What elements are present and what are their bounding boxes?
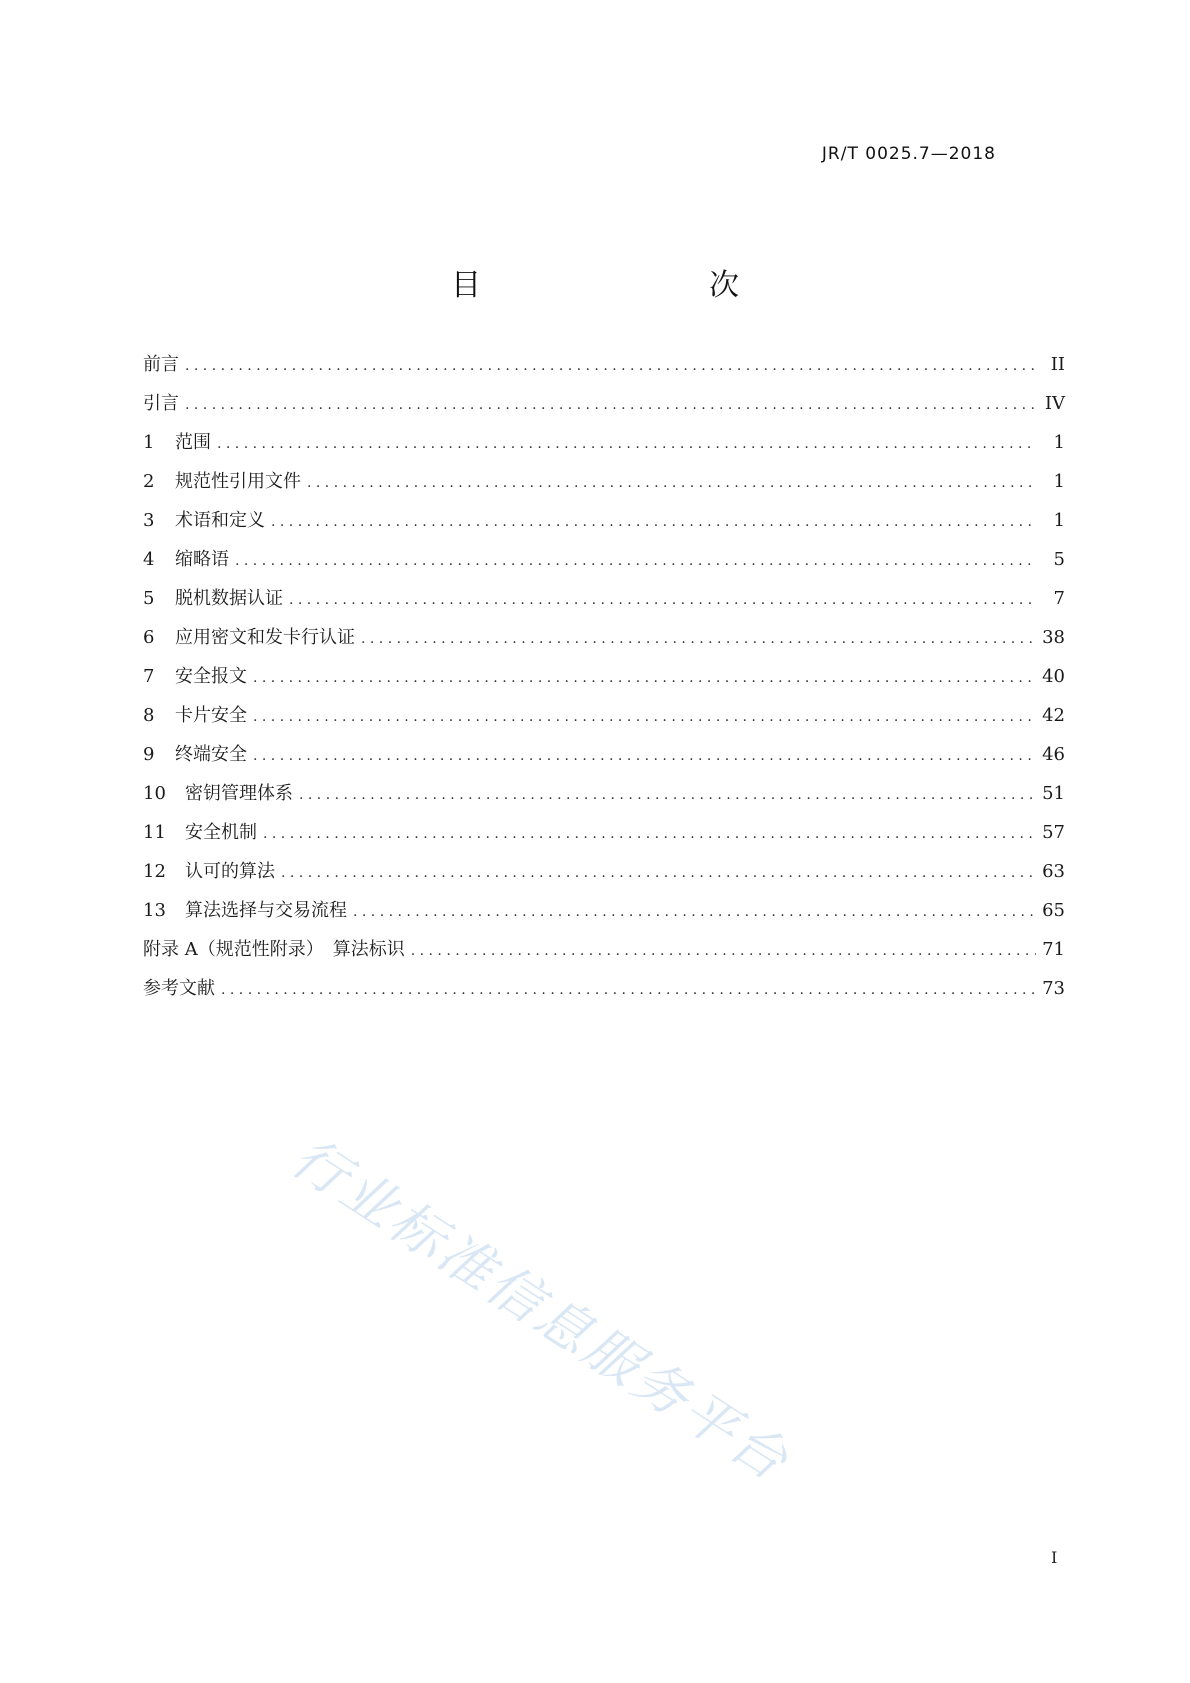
toc-entry-page: 57 xyxy=(1042,822,1065,843)
toc-entry-title: 规范性引用文件 xyxy=(175,471,301,492)
toc-entry[interactable] xyxy=(143,509,1065,548)
toc-entry-label xyxy=(143,704,247,728)
toc-entry[interactable] xyxy=(143,431,1065,470)
toc-entry-page: 40 xyxy=(1042,666,1065,687)
toc-entry[interactable] xyxy=(143,665,1065,704)
toc-entry-title: 安全机制 xyxy=(185,822,257,843)
toc-entry-number: 8 xyxy=(143,705,155,726)
toc-entry-label xyxy=(143,392,179,416)
toc-entry[interactable] xyxy=(143,743,1065,782)
toc-leader-dots xyxy=(353,899,1036,924)
toc-leader-dots xyxy=(253,704,1036,729)
toc-entry-title: 密钥管理体系 xyxy=(185,783,293,804)
toc-entry-label xyxy=(143,470,301,494)
toc-entry-title: 缩略语 xyxy=(175,549,229,570)
toc-leader-dots xyxy=(411,938,1036,963)
toc-entry-label xyxy=(143,587,283,611)
toc-leader-dots xyxy=(281,860,1036,885)
toc-entry-title: 范围 xyxy=(175,432,211,453)
watermark: 行业标准信息服务平台 xyxy=(280,1125,802,1495)
toc-entry-title: 术语和定义 xyxy=(175,510,265,531)
toc-entry-page: 42 xyxy=(1042,705,1065,726)
toc-entry-page: 7 xyxy=(1053,588,1065,609)
toc-entry-page: 73 xyxy=(1042,978,1065,999)
document-code: JR/T 0025.7—2018 xyxy=(821,144,996,164)
toc-entry-number: 13 xyxy=(143,900,166,921)
toc-entry-page: 1 xyxy=(1053,471,1065,492)
toc-leader-dots xyxy=(185,353,1037,378)
toc-entry-label xyxy=(143,782,293,806)
toc-leader-dots xyxy=(217,431,1037,456)
toc-entry[interactable] xyxy=(143,392,1065,431)
toc-entry-number: 3 xyxy=(143,510,155,531)
toc-leader-dots xyxy=(299,782,1036,807)
toc-entry-label xyxy=(143,353,179,377)
toc-entry-number: 7 xyxy=(143,666,155,687)
toc-entry-page: 71 xyxy=(1042,939,1065,960)
toc-entry-title: 参考文献 xyxy=(143,978,215,999)
toc-entry-page: 1 xyxy=(1053,432,1065,453)
toc-entry[interactable] xyxy=(143,548,1065,587)
toc-entry-title: 前言 xyxy=(143,354,179,375)
toc-entry-title: 应用密文和发卡行认证 xyxy=(175,627,355,648)
toc-entry-label xyxy=(143,860,275,884)
toc-entry-label xyxy=(143,977,215,1001)
toc-entry[interactable] xyxy=(143,899,1065,938)
toc-entry-title: 认可的算法 xyxy=(185,861,275,882)
toc-entry[interactable] xyxy=(143,782,1065,821)
toc-leader-dots xyxy=(263,821,1036,846)
toc-leader-dots xyxy=(253,743,1036,768)
toc-entry-page: 1 xyxy=(1053,510,1065,531)
toc-leader-dots xyxy=(271,509,1037,534)
toc-entry[interactable] xyxy=(143,821,1065,860)
toc-entry-title: 安全报文 xyxy=(175,666,247,687)
toc-entry-title: 卡片安全 xyxy=(175,705,247,726)
toc-entry-number: 11 xyxy=(143,822,166,843)
toc-entry-number: 12 xyxy=(143,861,166,882)
toc-entry-page: 63 xyxy=(1042,861,1065,882)
toc-entry-label xyxy=(143,509,265,533)
toc-entry-label xyxy=(143,743,247,767)
toc-leader-dots xyxy=(235,548,1037,573)
page-title: 目 次 xyxy=(451,268,795,303)
toc-leader-dots xyxy=(185,392,1037,417)
toc-entry[interactable] xyxy=(143,353,1065,392)
toc-entry-page: 38 xyxy=(1042,627,1065,648)
toc-entry[interactable] xyxy=(143,938,1065,977)
toc-entry-number: 6 xyxy=(143,627,155,648)
toc-entry-label xyxy=(143,899,347,923)
toc-entry-page: 51 xyxy=(1042,783,1065,804)
toc-entry-title: 脱机数据认证 xyxy=(175,588,283,609)
toc-entry-label xyxy=(143,626,355,650)
toc-leader-dots xyxy=(307,470,1037,495)
table-of-contents xyxy=(143,353,1065,1016)
toc-leader-dots xyxy=(289,587,1037,612)
toc-entry-label xyxy=(143,431,211,455)
page-number: I xyxy=(1051,1548,1058,1567)
toc-entry[interactable] xyxy=(143,977,1065,1016)
toc-entry[interactable] xyxy=(143,587,1065,626)
toc-leader-dots xyxy=(221,977,1036,1002)
toc-entry-page: 65 xyxy=(1042,900,1065,921)
toc-entry-page: 46 xyxy=(1042,744,1065,765)
toc-leader-dots xyxy=(253,665,1036,690)
toc-entry-label xyxy=(143,821,257,845)
toc-entry-label xyxy=(143,665,247,689)
toc-entry-page: II xyxy=(1050,354,1065,375)
toc-entry[interactable] xyxy=(143,626,1065,665)
toc-entry[interactable] xyxy=(143,704,1065,743)
toc-entry-label xyxy=(143,548,229,572)
toc-entry-title: 引言 xyxy=(143,393,179,414)
toc-entry-page: IV xyxy=(1044,393,1065,414)
toc-entry-number: 1 xyxy=(143,432,155,453)
toc-entry[interactable] xyxy=(143,470,1065,509)
toc-entry-title: 算法选择与交易流程 xyxy=(185,900,347,921)
toc-entry-label xyxy=(143,938,405,962)
toc-entry-title: 附录 A（规范性附录） 算法标识 xyxy=(143,939,405,960)
toc-entry-page: 5 xyxy=(1053,549,1065,570)
toc-leader-dots xyxy=(361,626,1036,651)
toc-entry-number: 10 xyxy=(143,783,166,804)
toc-entry-number: 4 xyxy=(143,549,155,570)
toc-entry-title: 终端安全 xyxy=(175,744,247,765)
toc-entry-number: 5 xyxy=(143,588,155,609)
toc-entry-number: 2 xyxy=(143,471,155,492)
toc-entry-number: 9 xyxy=(143,744,155,765)
toc-entry[interactable] xyxy=(143,860,1065,899)
